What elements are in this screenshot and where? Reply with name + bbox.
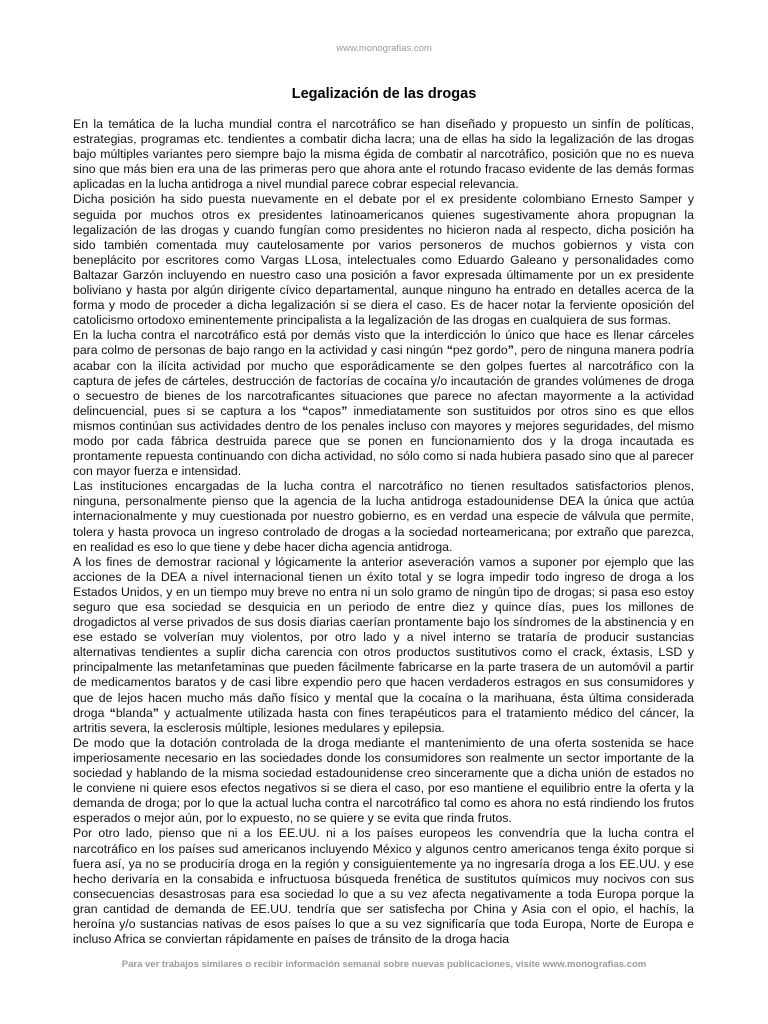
- paragraph-6: De modo que la dotación controlada de la droga mediante el mantenimiento de una oferta sostenida se hace imperiosamente necesario en las sociedades donde los consumidores son realmente un sector importante de la sociedad y hablando de la misma sociedad estadounidense creo sinceramente que a dicha unión de estados no le conviene ni quiere esos efectos negativos si se diera el caso, por eso mantiene el equilibrio entre la oferta y la demanda de droga; por lo que la actual lucha contra el narcotráfico tal como es ahora no está rindiendo los frutos esperados o mejor aún, por lo expuesto, no se quiere y se evita que rinda frutos.: [73, 735, 694, 826]
- document-body: [73, 117, 694, 947]
- quoted-term: pez gordo: [452, 343, 508, 358]
- paragraph-5: [73, 555, 694, 736]
- open-quote: “: [109, 705, 116, 720]
- paragraph-2: Dicha posición ha sido puesta nuevamente en el debate por el ex presidente colombiano Ernesto Samper y seguida por muchos otros ex presidentes latinoamericanos quienes sugestivamente ahora propugnan la legalización de las drogas y cuando fungían como presidentes no hicieron nada al respecto, dicha posición ha sido también comentada muy cautelosamente por varios personeros de muchos gobiernos y vista con beneplácito por escritores como Vargas LLosa, intelectuales como Eduardo Galeano y personalidades como Baltazar Garzón incluyendo en nuestro caso una posición a favor expresada últimamente por un ex presidente boliviano y hasta por algún dirigente cívico departamental, aunque ninguno ha entrado en detalles acerca de la forma y modo de proceder a dicha legalización si se diera el caso. Es de hacer notar la ferviente oposición del catolicismo ortodoxo eminentemente principalista a la legalización de las drogas en cualquiera de sus formas.: [73, 192, 694, 328]
- footer-text: Para ver trabajos similares o recibir información semanal sobre nuevas publicaciones, visite www.monografias.com: [121, 959, 647, 970]
- close-quote: ”: [507, 343, 514, 358]
- paragraph-5-text: A los fines de demostrar racional y lógicamente la anterior aseveración vamos a suponer por ejemplo que las acciones de la DEA a nivel internacional tienen un éxito total y se logra impedir todo ingreso de droga a los Estados Unidos, y en un tiempo muy breve no entra ni un solo gramo de ningún tipo de drogas; si pasa eso estoy seguro que esa sociedad se desquicia en un periodo de entre diez y quince días, pues los millones de drogadictos al verse privados de sus dosis diarias caerían prontamente bajo los síndromes de la abstinencia y en ese estado se volverían muy violentos, por otro lado y a nivel interno se trataría de producir sustancias alternativas tendientes a suplir dicha carencia con otros productos sustitutivos como el crack, éxtasis, LSD y principalmente las metanfetaminas que pueden fácilmente fabricarse en la parte trasera de un automóvil a partir de medicamentos baratos y de casi libre expendio pero que hacen verdaderos estragos en sus consumidores y que de lejos hacen mucho más daño físico y mental que la cocaína o la marihuana, ésta última considerada droga: [73, 554, 694, 720]
- close-quote: ”: [341, 403, 348, 418]
- paragraph-4: Las instituciones encargadas de la lucha contra el narcotráfico no tienen resultados satisfactorios plenos, ninguna, personalmente pienso que la agencia de la lucha antidroga estadounidense DEA la única que actúa internacionalmente y muy cuestionada por nuestro gobierno, es en verdad una especie de válvula que permite, tolera y hasta provoca un ingreso controlado de drogas a la sociedad norteamericana; por extraño que parezca, en realidad es eso lo que tiene y debe hacer dicha agencia antidroga.: [73, 479, 694, 554]
- paragraph-3-text: inmediatamente son sustituidos por otros sino es que ellos mismos continúan sus actividades dentro de los penales incluso con mayores y mejores seguridades, del mismo modo por cada fábrica destruida parece que se ponen en funcionamiento dos y la droga incautada es prontamente repuesta continuando con dicha actividad, no sólo como si nada hubiera pasado sino que al parecer con mayor fuerza e intensidad.: [73, 403, 694, 479]
- quoted-term: capos: [308, 403, 342, 418]
- close-quote: ”: [152, 705, 159, 720]
- document-title: Legalización de las drogas: [291, 86, 477, 102]
- open-quote: “: [446, 343, 453, 358]
- paragraph-1: En la temática de la lucha mundial contra el narcotráfico se han diseñado y propuesto un sinfín de políticas, estrategias, programas etc. tendientes a combatir dicha lacra; una de ellas ha sido la legalización de las drogas bajo múltiples variantes pero siempre bajo la misma égida de combatir al narcotráfico, posición que no es nueva sino que más bien era una de las primeras pero que ahora ante el rotundo fracaso evidente de las demás formas aplicadas en la lucha antidroga a nivel mundial parece cobrar especial relevancia.: [73, 117, 694, 192]
- header-url: www.monografias.com: [336, 43, 432, 54]
- quoted-term: blanda: [115, 705, 153, 720]
- paragraph-3: [73, 328, 694, 479]
- paragraph-3-text: , pero de ninguna manera podría acabar con la ilícita actividad por mucho que esporádicamente se den golpes fuertes al narcotráfico con la captura de jefes de cárteles, destrucción de factorías de cocaína y/o incautación de grandes volúmenes de droga o secuestro de bienes de los narcotraficantes situaciones que parece no afectan mayormente a la actividad delincuencial, pues si se captura a los: [73, 343, 694, 418]
- open-quote: “: [302, 403, 309, 418]
- paragraph-7: Por otro lado, pienso que ni a los EE.UU. ni a los países europeos les convendría que la lucha contra el narcotráfico en los países sud americanos incluyendo México y algunos centro americanos tenga éxito porque si fuera así, ya no se produciría droga en la región y consiguientemente ya no ingresaría droga a los EE.UU. y ese hecho derivaría en la consabida e infructuosa búsqueda frenética de sustitutos químicos muy nocivos con sus consecuencias desastrosas para esa sociedad lo que a su vez afecta negativamente a toda Europa porque la gran cantidad de demanda de EE.UU. tendría que ser satisfecha por China y Asia con el opio, el hachís, la heroína y/o sustancias nativas de esos países lo que a su vez significaría que toda Europa, Norte de Europa e incluso Africa se conviertan rápidamente en países de tránsito de la droga hacia: [73, 826, 694, 947]
- paragraph-5-text: y actualmente utilizada hasta con fines terapéuticos para el tratamiento médico del cáncer, la artritis severa, la esclerosis múltiple, lesiones medulares y epilepsia.: [73, 705, 694, 735]
- paragraph-3-text: En la lucha contra el narcotráfico está por demás visto que la interdicción lo único que hace es llenar cárceles para colmo de personas de bajo rango en la actividad y casi ningún: [73, 328, 694, 358]
